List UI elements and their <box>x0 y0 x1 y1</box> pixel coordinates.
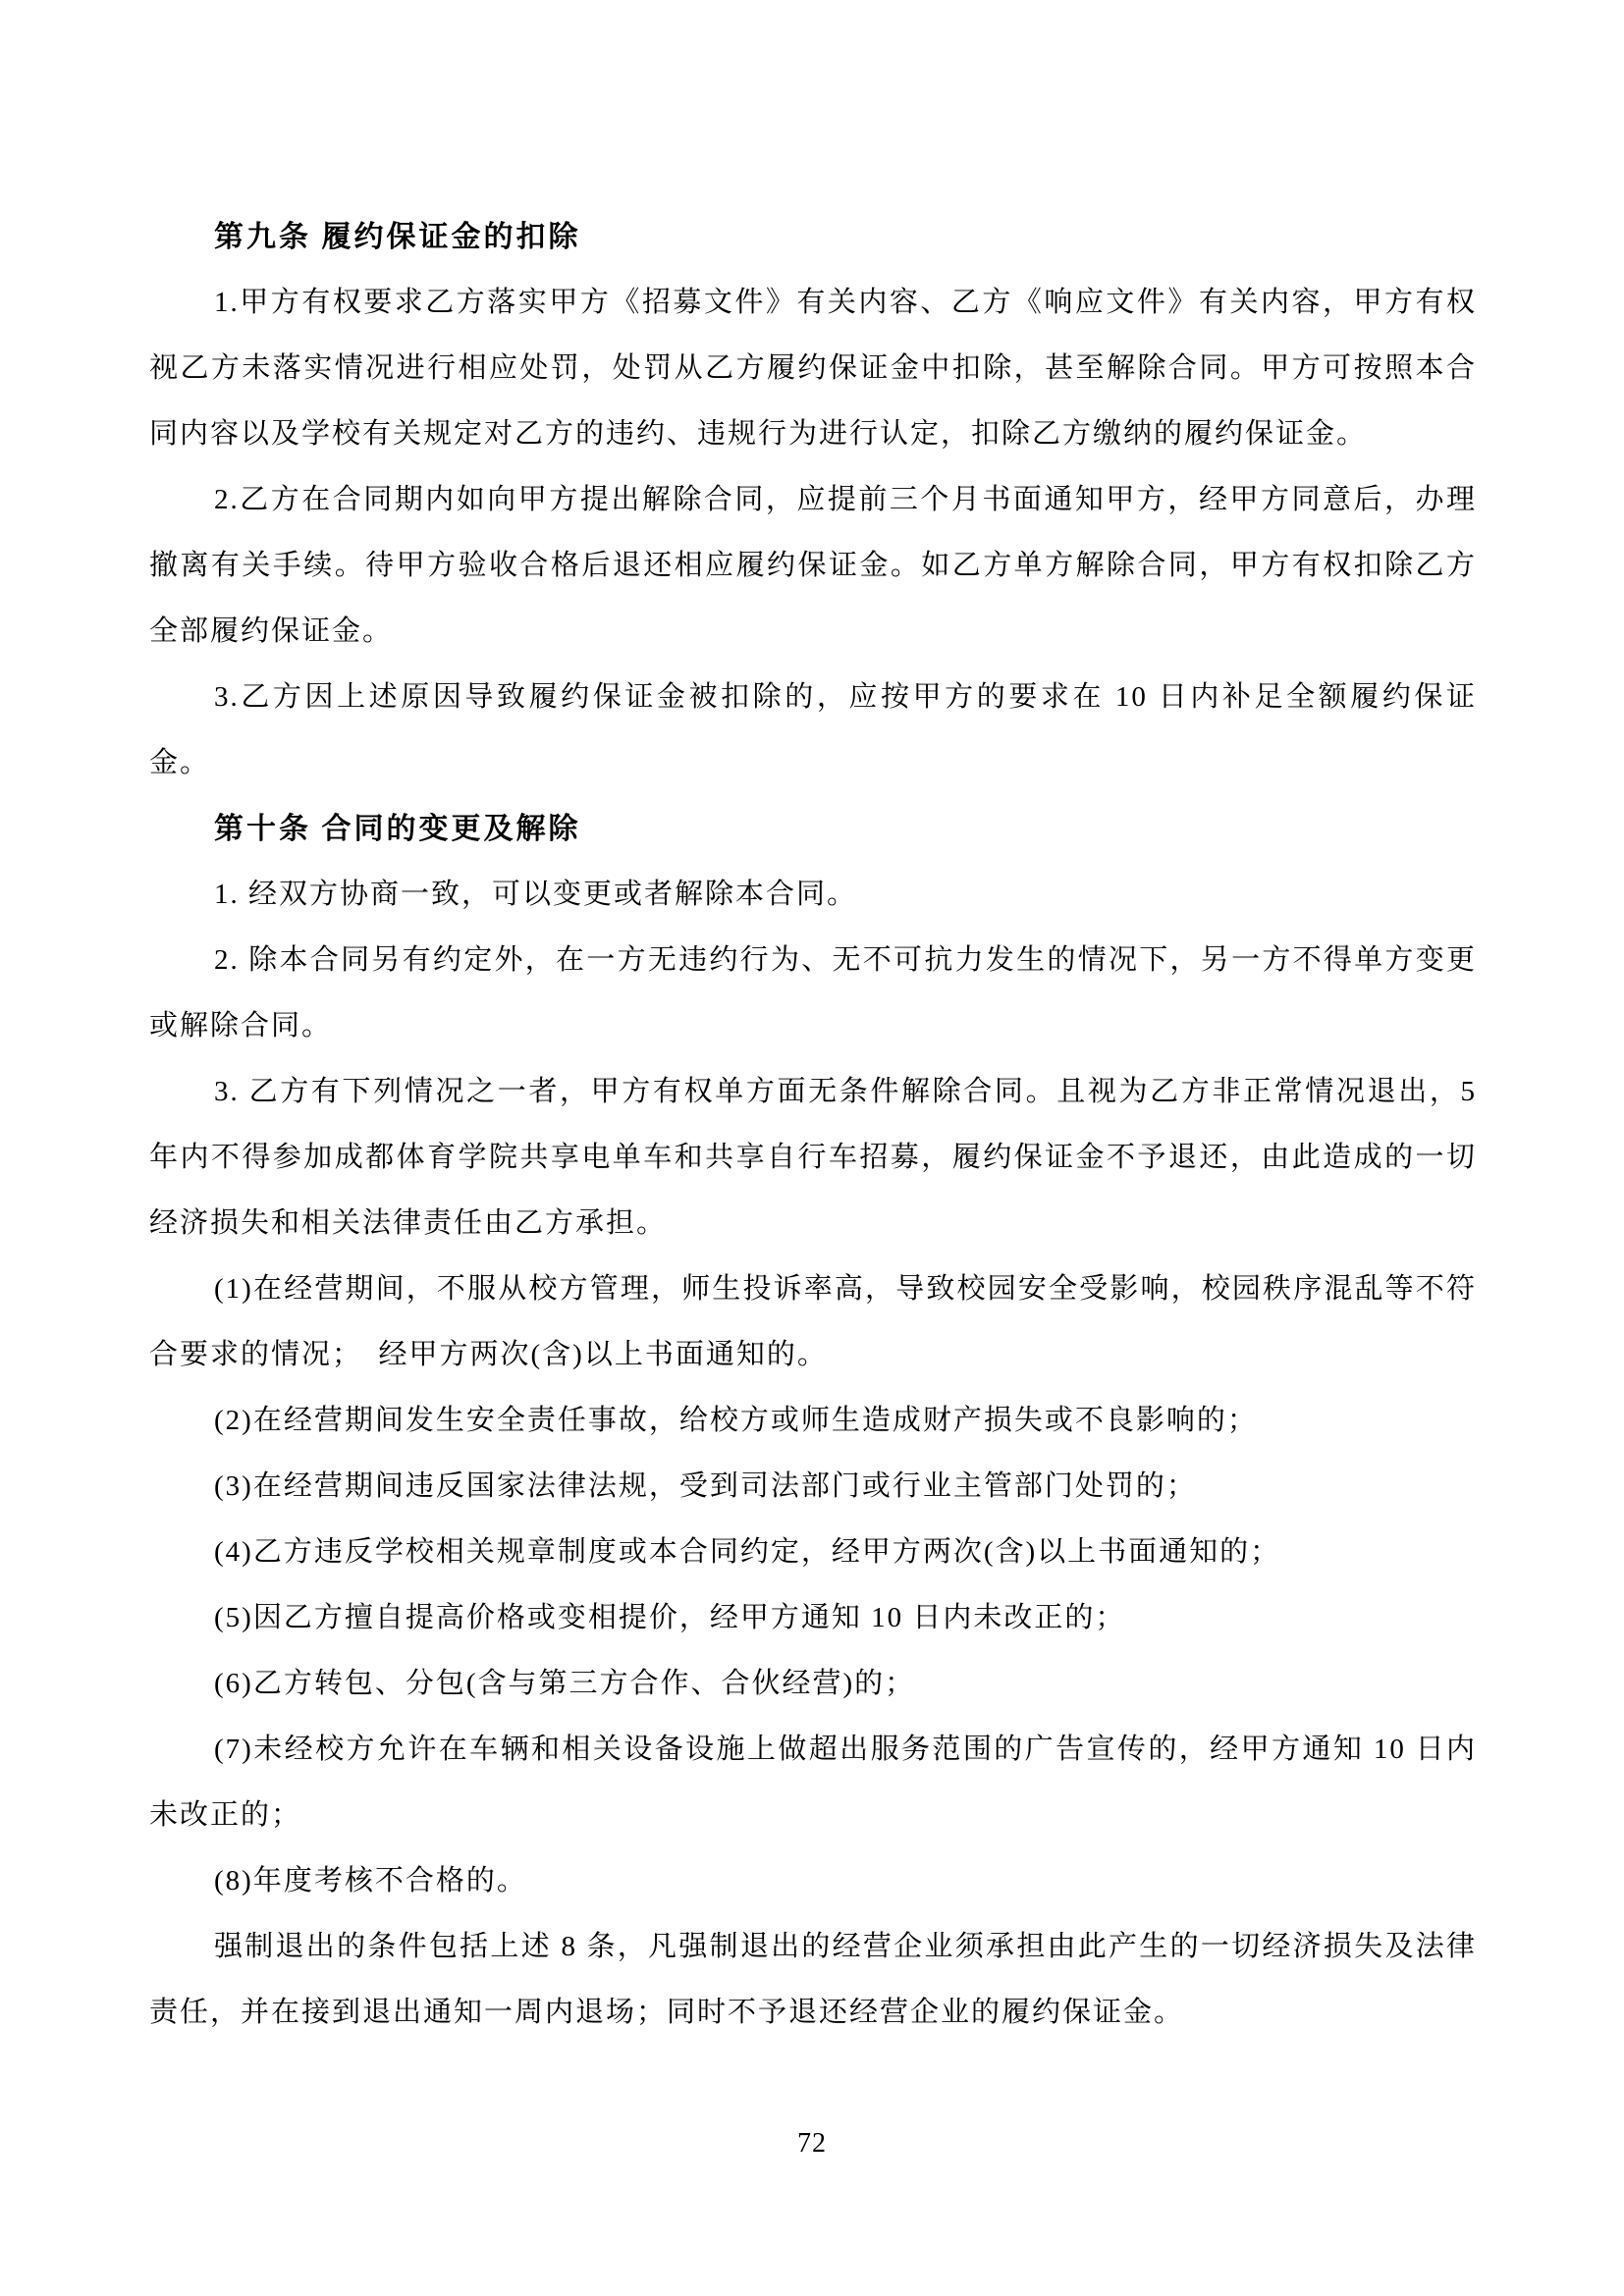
para-article-10-clause-1: 1. 经双方协商一致，可以变更或者解除本合同。 <box>214 879 858 910</box>
para-article-9-clause-2: 2.乙方在合同期内如向甲方提出解除合同，应提前三个月书面通知甲方，经甲方同意后，办理撤离有关手续。待甲方验收合格后退还相应履约保证金。如乙方单方解除合同，甲方有权扣除乙方全部履约保证金。 <box>149 484 1477 647</box>
page-number: 72 <box>797 2128 827 2159</box>
heading-article-9: 第九条 履约保证金的扣除 <box>214 221 581 253</box>
para-article-9-clause-1: 1.甲方有权要求乙方落实甲方《招募文件》有关内容、乙方《响应文件》有关内容，甲方有权视乙方未落实情况进行相应处罚，处罚从乙方履约保证金中扣除，甚至解除合同。甲方可按照本合同内容以及学校有关规定对乙方的违约、违规行为进行认定，扣除乙方缴纳的履约保证金。 <box>149 287 1477 450</box>
contract-page-body <box>149 204 1477 2046</box>
para-article-10-clause-3-item-5: (5)因乙方擅自提高价格或变相提价，经甲方通知 10 日内未改正的； <box>214 1602 1126 1633</box>
para-forced-exit-conditions: 强制退出的条件包括上述 8 条，凡强制退出的经营企业须承担由此产生的一切经济损失及法律责任，并在接到退出通知一周内退场；同时不予退还经营企业的履约保证金。 <box>149 1931 1477 2028</box>
para-article-10-clause-3-item-1: (1)在经营期间，不服从校方管理，师生投诉率高，导致校园安全受影响，校园秩序混乱等不符合要求的情况； 经甲方两次(含)以上书面通知的。 <box>149 1273 1477 1370</box>
heading-article-10: 第十条 合同的变更及解除 <box>214 813 581 845</box>
para-article-10-clause-3-item-4: (4)乙方违反学校相关规章制度或本合同约定，经甲方两次(含)以上书面通知的； <box>214 1536 1281 1568</box>
para-article-10-clause-2: 2. 除本合同另有约定外，在一方无违约行为、无不可抗力发生的情况下，另一方不得单方变更或解除合同。 <box>149 944 1477 1041</box>
para-article-10-clause-3-item-6: (6)乙方转包、分包(含与第三方合作、合伙经营)的； <box>214 1668 916 1699</box>
para-article-10-clause-3-item-3: (3)在经营期间违反国家法律法规，受到司法部门或行业主管部门处罚的； <box>214 1470 1197 1502</box>
para-article-10-clause-3-item-8: (8)年度考核不合格的。 <box>214 1865 527 1896</box>
para-article-10-clause-3-item-7: (7)未经校方允许在车辆和相关设备设施上做超出服务范围的广告宣传的，经甲方通知 10 日内未改正的； <box>149 1734 1477 1831</box>
para-article-10-clause-3-item-2: (2)在经营期间发生安全责任事故，给校方或师生造成财产损失或不良影响的； <box>214 1405 1258 1436</box>
para-article-9-clause-3: 3.乙方因上述原因导致履约保证金被扣除的，应按甲方的要求在 10 日内补足全额履约保证金。 <box>149 681 1477 778</box>
para-article-10-clause-3: 3. 乙方有下列情况之一者，甲方有权单方面无条件解除合同。且视为乙方非正常情况退出，5 年内不得参加成都体育学院共享电单车和共享自行车招募，履约保证金不予退还，由此造成的一切经济损失和相关法律责任由乙方承担。 <box>149 1076 1477 1239</box>
